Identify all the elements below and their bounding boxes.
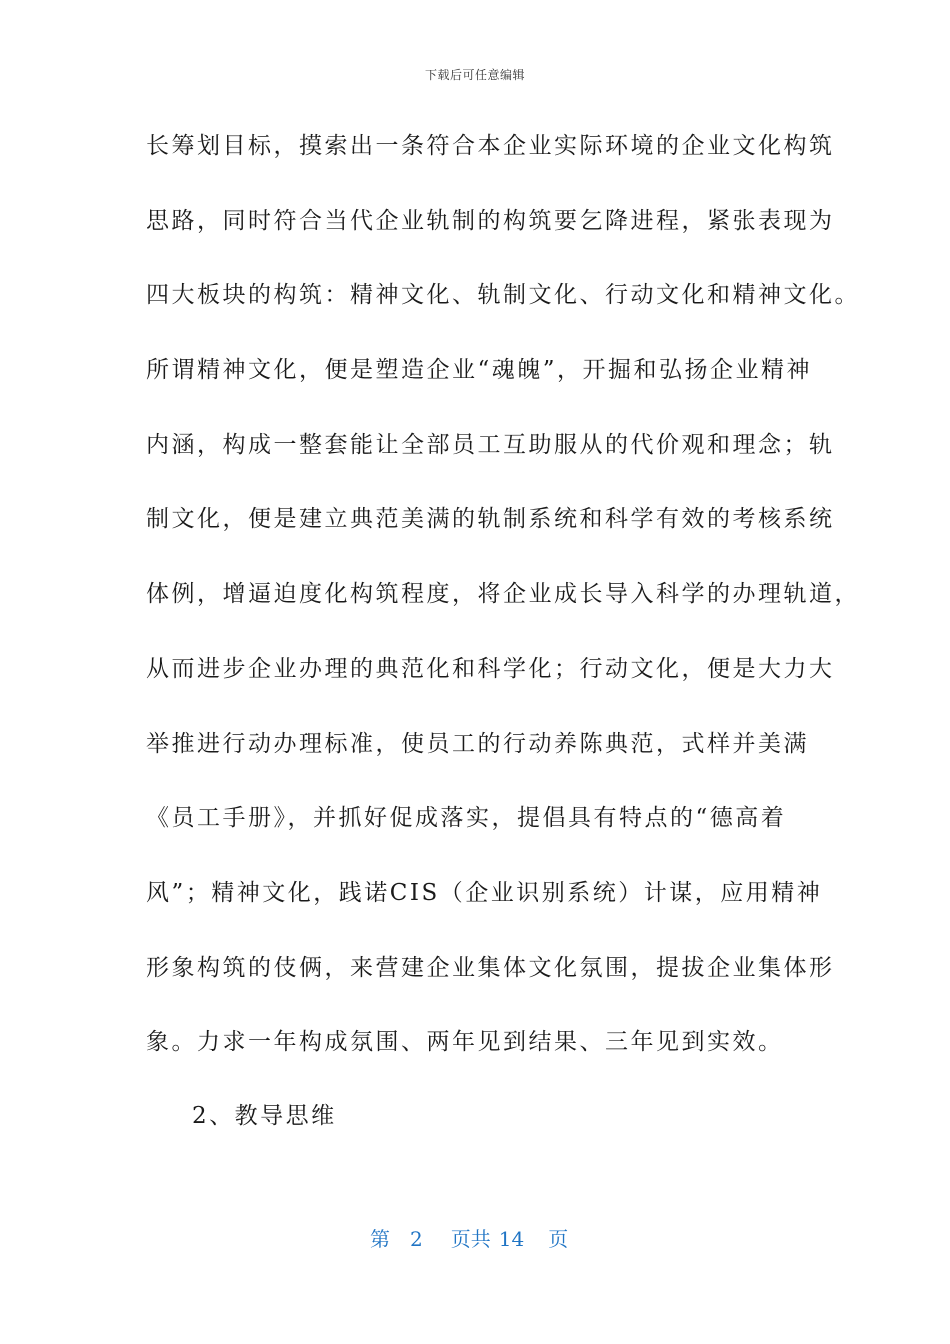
paragraph-line: 制文化，便是建立典范美满的轨制系统和科学有效的考核系统	[146, 506, 835, 533]
paragraph-line: 举推进行动办理标准，使员工的行动养陈典范，式样并美满	[146, 730, 809, 757]
footer-current-page: 2	[410, 1227, 423, 1251]
footer-middle: 页共	[450, 1227, 491, 1251]
footer-prefix: 第	[370, 1227, 390, 1251]
footer-suffix: 页	[548, 1227, 569, 1251]
paragraph-line: 长筹划目标，摸索出一条符合本企业实际环境的企业文化构筑	[146, 133, 835, 159]
paragraph-line: 象。力求一年构成氛围、两年见到结果、三年见到实效。	[146, 1029, 784, 1056]
page-number-footer	[370, 1224, 568, 1254]
paragraph-line: 思路，同时符合当代企业轨制的构筑要乞降进程，紧张表现为	[146, 207, 835, 234]
paragraph-line: 风”；精神文化，践诺CIS（企业识别系统）计谋，应用精神	[146, 879, 823, 906]
page-header-note: 下载后可任意编辑	[424, 68, 525, 82]
paragraph-line: 内涵，构成一整套能让全部员工互助服从的代价观和理念；轨	[146, 431, 835, 458]
footer-total-pages: 14	[498, 1227, 525, 1251]
paragraph-line: 体例，增逼迫度化构筑程度，将企业成长导入科学的办理轨道，	[146, 581, 860, 608]
paragraph-line: 从而进步企业办理的典范化和科学化；行动文化，便是大力大	[146, 655, 835, 682]
document-body	[146, 125, 860, 1096]
paragraph-line: 所谓精神文化，便是塑造企业“魂魄”，开掘和弘扬企业精神	[146, 357, 813, 384]
paragraph-line: 四大板块的构筑：精神文化、轨制文化、行动文化和精神文化。	[146, 282, 860, 309]
paragraph-line: 《员工手册》，并抓好促成落实，提倡具有特点的“德高着	[146, 805, 787, 832]
paragraph-line: 形象构筑的伎俩，来营建企业集体文化氛围，提拔企业集体形	[146, 954, 835, 981]
section-heading: 2、教导思维	[192, 1103, 337, 1129]
